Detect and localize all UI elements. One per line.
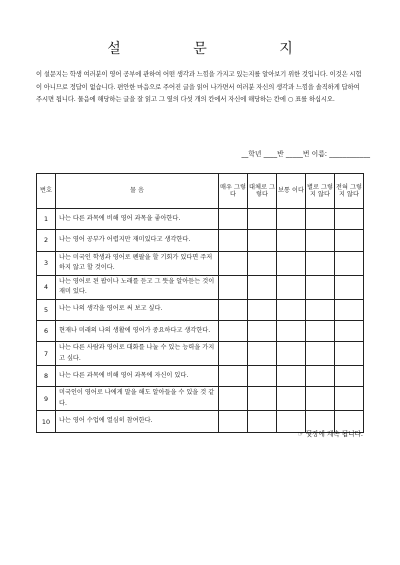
answer-cell[interactable] [248, 387, 277, 411]
table-row [37, 387, 364, 411]
answer-cell[interactable] [219, 366, 248, 387]
answer-cell[interactable] [306, 230, 335, 251]
answer-cell[interactable] [277, 366, 306, 387]
row-question: 나는 다른 과목에 비해 영어 과목을 좋아한다. [56, 209, 219, 230]
answer-cell[interactable] [248, 230, 277, 251]
table-row [37, 275, 364, 299]
answer-cell[interactable] [248, 366, 277, 387]
header-question: 물 음 [56, 174, 219, 209]
answer-cell[interactable] [335, 342, 364, 366]
answer-cell[interactable] [277, 387, 306, 411]
intro-paragraph: 이 설문지는 학생 여러분이 영어 공부에 관하여 어떤 생각과 느낌을 가지고 있는지를 알아보기 위한 것입니다. 이것은 시험이 아니므로 정답이 없습니다. 편안한 마음으로 주어진 글을 읽어 나가면서 여러분 자신의 생각과 느낌을 솔직하게 답하여 주시면 됩니다. 물음에 해당하는 글을 잘 읽고 그 옆의 다섯 개의 칸에서 자신에 해당하는 칸에 ○ 표를 하십시오. [36, 71, 362, 104]
answer-cell[interactable] [277, 299, 306, 320]
row-question: 나는 미국인 학생과 영어로 펜팔을 할 기회가 있다면 주저하지 않고 할 것이다. [56, 251, 219, 275]
row-question: 나는 영어로 된 팝이나 노래를 듣고 그 뜻을 알아듣는 것이 재미 있다. [56, 275, 219, 299]
table-row [37, 230, 364, 251]
continued-note: ☞ 뒷장에 계속 됩니다. [297, 430, 363, 438]
answer-cell[interactable] [248, 209, 277, 230]
header-option-1: 매우 그렇다 [219, 174, 248, 209]
answer-cell[interactable] [277, 209, 306, 230]
answer-cell[interactable] [219, 342, 248, 366]
header-option-4: 별로 그렇지 않다 [306, 174, 335, 209]
answer-cell[interactable] [306, 342, 335, 366]
header-option-3: 보통 이다 [277, 174, 306, 209]
row-question: 나는 다른 과목에 비해 영어 과목에 자신이 있다. [56, 366, 219, 387]
table-row [37, 320, 364, 341]
answer-cell[interactable] [248, 299, 277, 320]
row-question: 나는 다른 사람과 영어로 대화를 나눌 수 있는 능력을 가지고 싶다. [56, 342, 219, 366]
answer-cell[interactable] [219, 230, 248, 251]
student-id-line: __학년 ____반 _____번 이름: ____________ [241, 150, 370, 158]
survey-table [36, 173, 364, 433]
table-header-row [37, 174, 364, 209]
table-row [37, 342, 364, 366]
answer-cell[interactable] [335, 366, 364, 387]
survey-title: 설 문 지 [107, 41, 327, 57]
answer-cell[interactable] [306, 209, 335, 230]
answer-cell[interactable] [306, 299, 335, 320]
table-row [37, 251, 364, 275]
answer-cell[interactable] [335, 387, 364, 411]
row-number: 6 [37, 320, 56, 341]
answer-cell[interactable] [335, 251, 364, 275]
row-number: 9 [37, 387, 56, 411]
header-option-5: 전혀 그렇지 않다 [335, 174, 364, 209]
answer-cell[interactable] [248, 320, 277, 341]
table-row [37, 366, 364, 387]
row-number: 8 [37, 366, 56, 387]
header-number: 번호 [37, 174, 56, 209]
row-question: 현재나 미래의 나의 생활에 영어가 중요하다고 생각한다. [56, 320, 219, 341]
answer-cell[interactable] [219, 209, 248, 230]
answer-cell[interactable] [335, 209, 364, 230]
answer-cell[interactable] [306, 251, 335, 275]
row-question: 나는 영어 수업에 열심히 참여한다. [56, 411, 219, 432]
answer-cell[interactable] [219, 251, 248, 275]
table-row [37, 209, 364, 230]
answer-cell[interactable] [335, 299, 364, 320]
answer-cell[interactable] [219, 275, 248, 299]
header-option-2: 대체로 그렇다 [248, 174, 277, 209]
row-number: 4 [37, 275, 56, 299]
answer-cell[interactable] [248, 342, 277, 366]
row-number: 10 [37, 411, 56, 432]
table-row [37, 299, 364, 320]
answer-cell[interactable] [306, 275, 335, 299]
answer-cell[interactable] [248, 275, 277, 299]
answer-cell[interactable] [219, 299, 248, 320]
row-question: 나는 나의 생각을 영어로 써 보고 싶다. [56, 299, 219, 320]
answer-cell[interactable] [277, 230, 306, 251]
answer-cell[interactable] [335, 230, 364, 251]
row-number: 7 [37, 342, 56, 366]
row-number: 5 [37, 299, 56, 320]
answer-cell[interactable] [248, 251, 277, 275]
row-number: 2 [37, 230, 56, 251]
answer-cell[interactable] [306, 387, 335, 411]
answer-cell[interactable] [335, 275, 364, 299]
answer-cell[interactable] [277, 320, 306, 341]
answer-cell[interactable] [277, 251, 306, 275]
answer-cell[interactable] [306, 320, 335, 341]
answer-cell[interactable] [306, 366, 335, 387]
answer-cell[interactable] [219, 387, 248, 411]
answer-cell[interactable] [277, 342, 306, 366]
row-question: 나는 영어 공부가 어렵지만 재미있다고 생각한다. [56, 230, 219, 251]
answer-cell[interactable] [335, 320, 364, 341]
row-question: 미국인이 영어로 나에게 말을 해도 알아들을 수 있을 것 같다. [56, 387, 219, 411]
answer-cell[interactable] [219, 320, 248, 341]
row-number: 3 [37, 251, 56, 275]
row-number: 1 [37, 209, 56, 230]
answer-cell[interactable] [277, 275, 306, 299]
